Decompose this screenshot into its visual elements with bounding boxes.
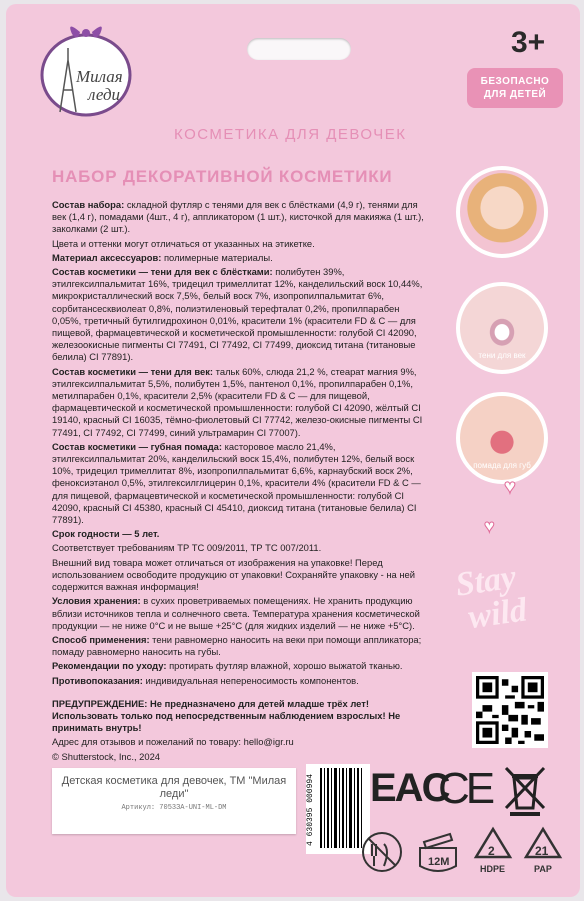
subtitle: КОСМЕТИКА ДЛЯ ДЕВОЧЕК <box>174 126 407 143</box>
safe-badge-line2: ДЛЯ ДЕТЕЙ <box>483 89 547 100</box>
package-card <box>6 4 580 897</box>
sticker-article: Артикул: 7053ЗА-UNI-ML-DM <box>121 804 227 812</box>
shelf-life-icon <box>414 826 462 878</box>
lipstick-label: помада для губ <box>473 461 531 470</box>
recycle-pap-label: PAP <box>534 864 552 874</box>
age-label: 3+ <box>511 26 546 59</box>
heart-icon: ♥ <box>504 476 516 498</box>
lipstick-photo <box>456 392 548 484</box>
brand-logo <box>30 20 142 120</box>
trash-bin-icon <box>500 764 550 818</box>
feedback: Адрес для отзывов и пожеланий по товару: hello@igr.ru <box>52 736 294 748</box>
section: Соответствует требованиям ТР ТС 009/2011, ТР ТС 007/2011. <box>52 542 322 554</box>
recycle-hdpe-number: 2 <box>488 844 495 858</box>
safe-badge-line1: БЕЗОПАСНО <box>480 76 550 87</box>
section: Способ применения: тени равномерно наносить на веки при помощи аппликатора; помаду равномерно наносить на губы. <box>52 633 422 658</box>
section: Состав косметики — тени для век: тальк 60%, слюда 21,2 %, стеарат магния 9%, этилгексилпальмитат 5,5%, полибутен 1,5%, пантенол 0,1%, пропилпарабен 0,1%, метилпарабен 0,1%, красители 2,5% (красители FD & C — для пищевой, фармацевтической и косметической промышленности: голубой CI 42090, жёлтый CI 19140, красный CI 16035, тёмно-фиолетовый CI 77742, железо-окисные пигменты CI 77491, CI 77492, CI 77499, синий ультрамарин CI 77007). <box>52 365 423 438</box>
product-sticker <box>52 768 296 834</box>
section: Материал аксессуаров: полимерные материалы. <box>52 251 273 263</box>
section: Состав косметики — губная помада: касторовое масло 21,4%, этилгексилпальмитат 20%, канделильский воск 15,4%, полибутен 12%, белый воск 10%, тридецил тримеллитат 8%, изопропилпальмитат 6,6%, карнаубский воск 2%, феноксиэтанол 0,5%, этилгексилглицерин 0,1%, красители 4% (красители FD & C — для пищевой, фармацевтической и косметической промышленности: голубой CI 42090, красный CI 45380, красный CI 45410, диоксид титана (титановые белила) CI 77891). <box>52 440 421 526</box>
copyright: © Shutterstock, Inc., 2024 <box>52 750 161 762</box>
micro-text-block <box>52 838 296 852</box>
section: Состав косметики — тени для век с блёстками: полибутен 39%, этилгексилпальмитат 16%, тридецил тримеллитат 12%, канделильский воск 10,44%, микрокристаллический воск 7,5%, белый воск 7%, изопропилпальмитат 6%, сорбитансесквиолеат 0,8%, полиэтиленовый терефталат 0,2%, пропилпарабен 0,05%, третичный бутилгидрохинон 0,01%, красители 1% (красители FD & C — для пищевой, фармацевтической и косметической промышленности: голубой CI 42090, железоокисные пигменты CI 77491, CI 77492, CI 77499, диоксид титана (титановые белила) CI 77891). <box>52 266 423 363</box>
barcode-digits: 4 630395 000994 <box>306 766 320 854</box>
qr-code-icon <box>472 672 548 748</box>
eyeshadow-label: тени для век <box>478 351 526 360</box>
section: Рекомендации по уходу: протирать футляр влажной, хорошо выжатой тканью. <box>52 660 403 672</box>
not-food-icon <box>360 830 404 874</box>
brand-line2: леди <box>88 85 121 104</box>
section: Условия хранения: в сухих проветриваемых помещениях. Не хранить продукцию вблизи источников тепла и солнечного света. Температура хранения косметической продукции — не ниже 0°C и не выше +25°C (для жидких изделий — не ниже +5°C). <box>52 595 420 631</box>
product-title: НАБОР ДЕКОРАТИВНОЙ КОСМЕТИКИ <box>52 167 393 186</box>
eac-mark: EAC <box>370 766 449 810</box>
ce-mark: CE <box>438 764 492 813</box>
brand-line1: Милая <box>76 67 123 86</box>
safe-badge <box>467 68 563 108</box>
recycle-pap-number: 21 <box>535 844 549 858</box>
section: Противопоказания: индивидуальная непереносимость компонентов. <box>52 674 359 686</box>
warning: ПРЕДУПРЕЖДЕНИЕ: Не предназначено для детей младше трёх лет! Использовать только под непосредственным наблюдением взрослых! Не принимать внутрь! <box>52 697 401 734</box>
stay-wild-line2: wild <box>465 591 530 637</box>
girl-photo <box>456 166 548 258</box>
hang-hole <box>247 38 351 60</box>
section: Состав набора: складной футляр с тенями для век с блёстками (4,9 г), тенями для век (1,4 г), помадами (4шт., 4 г), аппликатором (1 шт.), кисточкой для макияжа (1 шт.), заколками (2 шт.). <box>52 199 424 235</box>
section: Цвета и оттенки могут отличаться от указанных на этикетке. <box>52 237 315 249</box>
sticker-title: Детская косметика для девочек, ТМ "Милая леди" <box>61 775 287 800</box>
eyeshadow-photo <box>456 282 548 374</box>
section: Внешний вид товара может отличаться от изображения на упаковке! Перед использованием освободите продукцию от упаковки! Сохраняйте упаковку - на ней содержится важная информация! <box>52 556 415 593</box>
section: Срок годности — 5 лет. <box>52 528 160 540</box>
composition-text <box>52 199 428 765</box>
recycle-hdpe-label: HDPE <box>480 864 506 874</box>
stay-wild-logo <box>454 560 529 637</box>
heart-icon: ♥ <box>484 516 495 536</box>
stay-wild-line1: Stay <box>453 558 519 604</box>
shelf-life-label: 12M <box>428 856 450 868</box>
